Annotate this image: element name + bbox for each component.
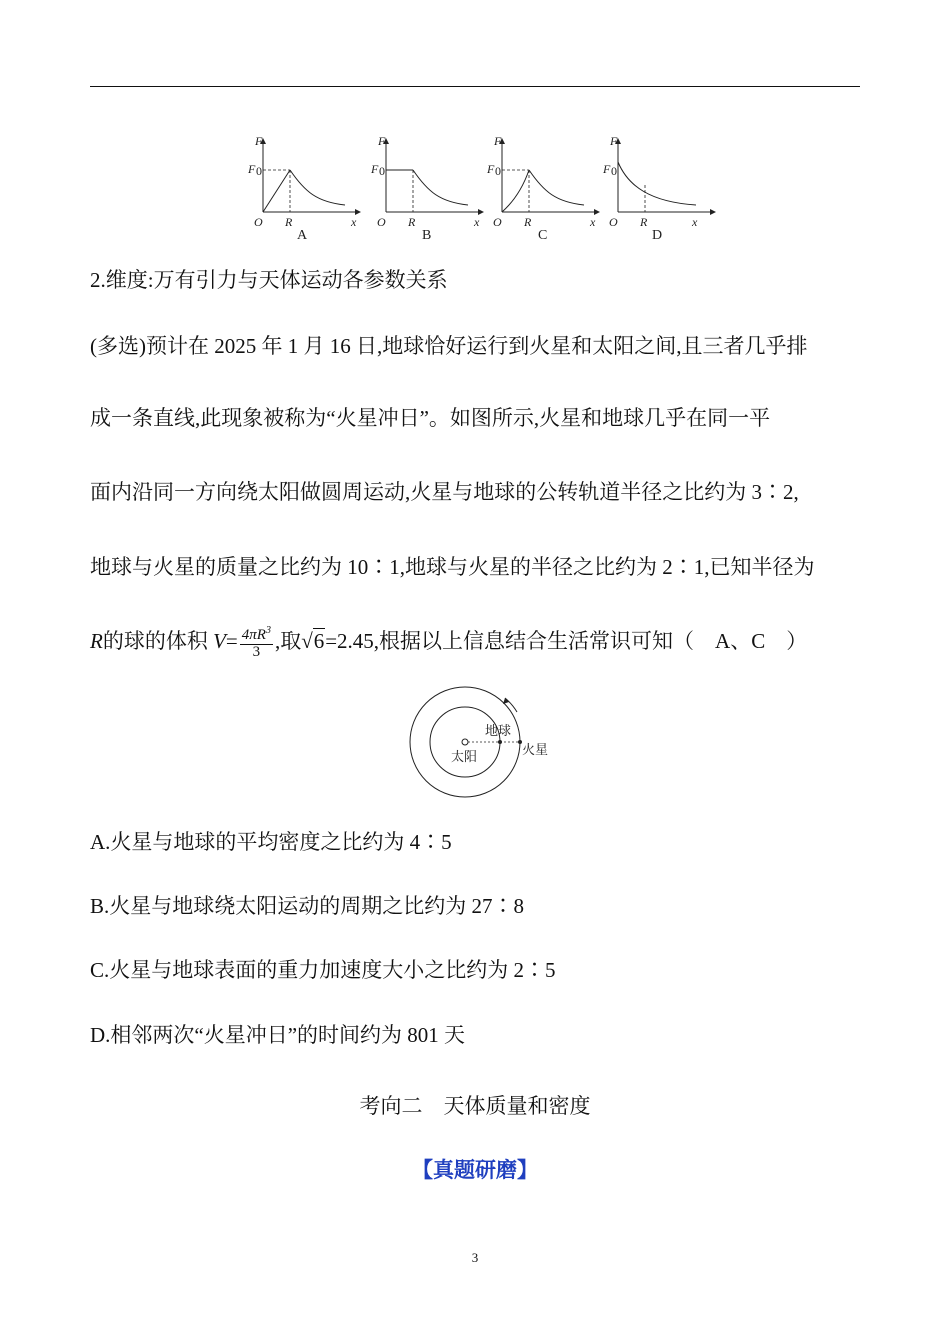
graph-d-f0-sub: 0 — [611, 164, 617, 178]
page-number: 3 — [471, 1250, 479, 1265]
volume-text: 的球的体积 — [102, 629, 208, 653]
graph-a-label: A — [297, 228, 308, 243]
numerator-text: 4πR — [241, 626, 266, 643]
graph-c-axis-f: F — [494, 134, 502, 148]
sun-marker — [462, 739, 468, 745]
graph-d-label: D — [652, 228, 663, 243]
graph-d-r: R — [640, 215, 648, 229]
conclusion-text: =2.45,根据以上信息结合生活常识可知（ A、C ） — [325, 629, 808, 653]
graph-a-r: R — [285, 215, 293, 229]
fraction-numerator — [240, 626, 273, 645]
problem-line-1: (多选)预计在 2025 年 1 月 16 日,地球恰好运行到火星和太阳之间,且三者几乎排 — [90, 334, 808, 358]
radius-symbol: R — [90, 629, 103, 653]
sun-label: 太阳 — [451, 750, 478, 765]
graph-a-axis-f: F — [255, 134, 263, 148]
problem-line-3: 面内沿同一方向绕太阳做圆周运动,火星与地球的公转轨道半径之比约为 3∶2, — [90, 480, 799, 504]
option-c: C.火星与地球表面的重力加速度大小之比约为 2∶5 — [90, 958, 556, 982]
graph-b-f0-sub: 0 — [379, 164, 385, 178]
graph-option-b — [368, 130, 488, 243]
sqrt-value: 6 — [313, 629, 325, 653]
graph-c-r: R — [524, 215, 532, 229]
graph-d-f0: F — [603, 162, 611, 176]
earth-marker — [498, 740, 502, 744]
graph-d-origin: O — [609, 215, 618, 229]
graph-b-x: x — [474, 215, 480, 229]
bracket-heading: 【真题研磨】 — [412, 1158, 538, 1182]
section-heading: 2.维度:万有引力与天体运动各参数关系 — [90, 268, 448, 292]
graph-c-origin: O — [493, 215, 502, 229]
fraction-denominator: 3 — [252, 643, 261, 660]
graph-d-axis-f: F — [610, 134, 618, 148]
graph-c-f0-sub: 0 — [495, 164, 501, 178]
graph-a-x: x — [351, 215, 357, 229]
orbit-figure — [405, 684, 555, 809]
graph-d-x: x — [692, 215, 698, 229]
sqrt-sign: √ — [301, 629, 313, 653]
graph-option-d — [600, 130, 720, 243]
volume-fraction — [240, 626, 273, 661]
take-text: ,取 — [274, 629, 302, 653]
sqrt-expression — [301, 618, 325, 664]
equals-sign: = — [225, 629, 238, 653]
graph-c-f0: F — [487, 162, 495, 176]
graph-b-axis-f: F — [378, 134, 386, 148]
option-d: D.相邻两次“火星冲日”的时间约为 801 天 — [90, 1023, 466, 1047]
graph-b-label: B — [422, 228, 432, 243]
problem-line-5 — [90, 618, 807, 664]
subheading: 考向二 天体质量和密度 — [359, 1094, 591, 1118]
graph-b-origin: O — [377, 215, 386, 229]
graph-a-origin: O — [254, 215, 263, 229]
graph-option-a — [245, 130, 365, 243]
option-b: B.火星与地球绕太阳运动的周期之比约为 27∶8 — [90, 894, 525, 918]
graph-a-f0: F — [248, 162, 256, 176]
earth-label: 地球 — [485, 724, 512, 739]
volume-symbol: V — [213, 629, 226, 653]
top-rule — [90, 86, 860, 87]
graph-a-f0-sub: 0 — [256, 164, 262, 178]
problem-line-4: 地球与火星的质量之比约为 10∶1,地球与火星的半径之比约为 2∶1,已知半径为 — [90, 555, 815, 579]
graph-b-r: R — [408, 215, 416, 229]
problem-line-2: 成一条直线,此现象被称为“火星冲日”。如图所示,火星和地球几乎在同一平 — [90, 406, 771, 430]
graph-c-label: C — [538, 228, 548, 243]
graph-b-f0: F — [371, 162, 379, 176]
option-a: A.火星与地球的平均密度之比约为 4∶5 — [90, 830, 452, 854]
graph-option-c — [484, 130, 604, 243]
numerator-exponent: 3 — [265, 624, 271, 636]
mars-label: 火星 — [522, 743, 549, 758]
graph-c-x: x — [590, 215, 596, 229]
